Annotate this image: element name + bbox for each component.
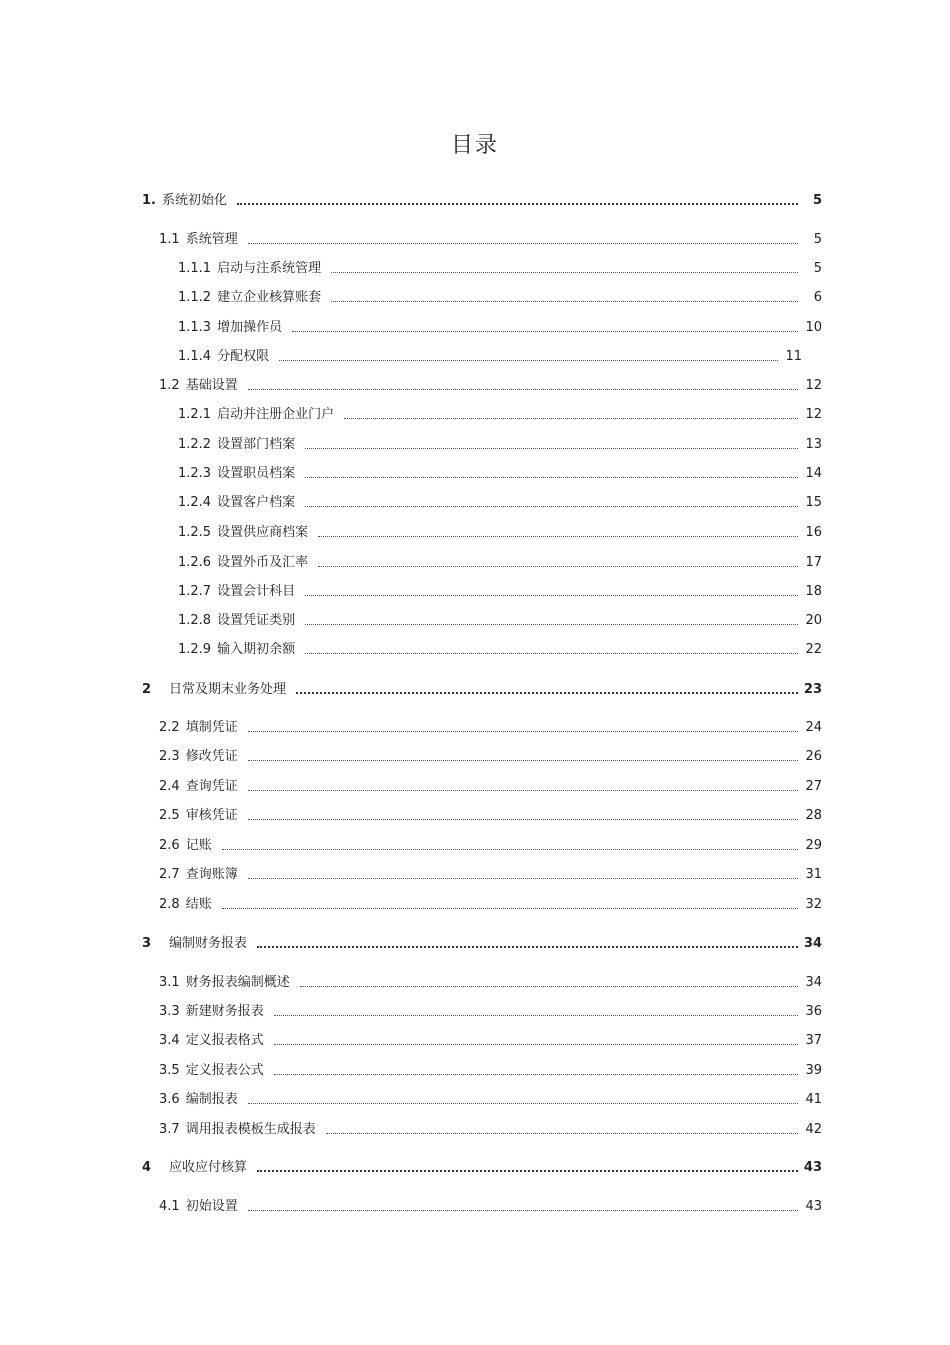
toc-entry-page: 43 [805, 1199, 822, 1214]
toc-entry-title: 增加操作员 [217, 320, 283, 335]
toc-entry[interactable] [159, 777, 822, 797]
toc-entry-page: 11 [785, 349, 802, 364]
toc-entry-title: 设置会计科目 [217, 584, 296, 599]
toc-entry-title: 财务报表编制概述 [185, 975, 290, 990]
toc-entry-number: 2.6 [159, 838, 180, 853]
toc-entry-page: 37 [805, 1033, 822, 1048]
toc-entry[interactable] [159, 1002, 822, 1022]
toc-dot-leader [248, 233, 798, 244]
toc-dot-leader [305, 585, 798, 596]
toc-entry-page: 6 [813, 290, 822, 305]
toc-entry[interactable] [159, 230, 822, 250]
toc-dot-leader [305, 643, 798, 654]
toc-entry-number: 1. [142, 193, 156, 208]
toc-dot-leader [318, 556, 798, 567]
toc-entry-number: 1.2.1 [178, 407, 212, 422]
toc-dot-leader [237, 193, 798, 205]
toc-entry-title: 设置凭证类别 [217, 613, 296, 628]
toc-entry[interactable] [178, 553, 822, 573]
toc-dot-leader [257, 936, 798, 948]
toc-entry-page: 24 [805, 720, 822, 735]
toc-entry-title: 查询凭证 [185, 779, 238, 794]
toc-entry-title: 输入期初余额 [217, 642, 296, 657]
toc-entry[interactable] [159, 1090, 822, 1110]
toc-entry-page: 22 [805, 642, 822, 657]
toc-entry-page: 42 [805, 1122, 822, 1137]
toc-entry-number: 3 [142, 936, 152, 951]
toc-dot-leader [279, 350, 778, 361]
toc-entry-number: 1.2.2 [178, 437, 212, 452]
toc-entry-number: 3.3 [159, 1004, 180, 1019]
toc-dot-leader [274, 1064, 798, 1075]
toc-entry-number: 1.1.4 [178, 349, 212, 364]
toc-dot-leader [248, 809, 798, 820]
toc-entry[interactable] [159, 1031, 822, 1051]
toc-entry[interactable] [159, 747, 822, 767]
toc-entry-page: 36 [805, 1004, 822, 1019]
toc-dot-leader [305, 467, 798, 478]
toc-entry-number: 1.2.7 [178, 584, 212, 599]
toc-entry-title: 建立企业核算账套 [217, 290, 322, 305]
toc-entry-number: 2.7 [159, 867, 180, 882]
toc-entry-number: 1.2 [159, 378, 180, 393]
toc-entry-title: 系统管理 [185, 232, 238, 247]
toc-entry-page: 28 [805, 808, 822, 823]
toc-entry-page: 31 [805, 867, 822, 882]
toc-entry-title: 定义报表格式 [185, 1033, 264, 1048]
toc-entry-page: 15 [805, 495, 822, 510]
toc-entry-title: 应收应付核算 [169, 1160, 248, 1175]
toc-dot-leader [257, 1160, 798, 1172]
toc-entry[interactable] [159, 973, 822, 993]
toc-entry-number: 1.2.4 [178, 495, 212, 510]
toc-entry-title: 设置部门档案 [217, 437, 296, 452]
toc-entry[interactable] [159, 1061, 822, 1081]
toc-entry[interactable] [159, 376, 822, 396]
toc-entry-title: 编制财务报表 [169, 936, 248, 951]
toc-dot-leader [296, 682, 798, 694]
toc-entry-page: 5 [813, 232, 822, 247]
toc-entry-number: 3.6 [159, 1092, 180, 1107]
toc-entry-title: 分配权限 [217, 349, 270, 364]
toc-entry-title: 设置职员档案 [217, 466, 296, 481]
toc-entry-page: 18 [805, 584, 822, 599]
toc-entry-page: 17 [805, 555, 822, 570]
toc-entry-page: 20 [805, 613, 822, 628]
toc-entry-number: 1.2.6 [178, 555, 212, 570]
toc-entry-number: 2.3 [159, 749, 180, 764]
toc-entry[interactable] [159, 1120, 822, 1140]
toc-dot-leader [305, 614, 798, 625]
toc-dot-leader [300, 976, 798, 987]
toc-entry-number: 1.1.3 [178, 320, 212, 335]
toc-entry-title: 新建财务报表 [185, 1004, 264, 1019]
toc-entry-title: 查询账簿 [185, 867, 238, 882]
toc-entry-number: 3.1 [159, 975, 180, 990]
toc-entry-number: 1.2.9 [178, 642, 212, 657]
toc-entry-page: 12 [805, 378, 822, 393]
toc-dot-leader [222, 898, 798, 909]
toc-entry-number: 3.7 [159, 1122, 180, 1137]
toc-entry[interactable] [178, 435, 822, 455]
toc-entry-number: 1.2.3 [178, 466, 212, 481]
toc-entry-number: 1.1.2 [178, 290, 212, 305]
toc-entry[interactable] [178, 640, 822, 660]
toc-entry-page: 12 [805, 407, 822, 422]
toc-entry[interactable] [142, 934, 822, 954]
toc-entry[interactable] [178, 288, 822, 308]
toc-entry-title: 记账 [185, 838, 212, 853]
toc-entry-number: 1.2.5 [178, 525, 212, 540]
toc-dot-leader [318, 526, 798, 537]
toc-dot-leader [274, 1034, 798, 1045]
toc-entry-title: 初始设置 [185, 1199, 238, 1214]
toc-entry-page: 5 [813, 261, 822, 276]
toc-entry[interactable] [159, 865, 822, 885]
toc-entry-title: 编制报表 [185, 1092, 238, 1107]
toc-dot-leader [305, 438, 798, 449]
toc-entry-number: 3.5 [159, 1063, 180, 1078]
toc-dot-leader [305, 496, 798, 507]
toc-entry[interactable] [159, 895, 822, 915]
toc-entry-page: 39 [805, 1063, 822, 1078]
toc-entry-number: 2 [142, 682, 152, 697]
toc-entry[interactable] [159, 1197, 822, 1217]
toc-entry[interactable] [142, 680, 822, 700]
toc-dot-leader [248, 721, 798, 732]
toc-entry-number: 2.5 [159, 808, 180, 823]
toc-dot-leader [292, 321, 798, 332]
toc-dot-leader [222, 839, 798, 850]
toc-entry-title: 结账 [185, 897, 212, 912]
toc-entry[interactable] [159, 718, 822, 738]
toc-entry-page: 43 [803, 1160, 822, 1175]
toc-dot-leader [248, 1200, 798, 1211]
toc-dot-leader [331, 291, 798, 302]
toc-entry-page: 41 [805, 1092, 822, 1107]
toc-dot-leader [344, 408, 798, 419]
toc-entry-page: 13 [805, 437, 822, 452]
toc-entry-number: 1.1.1 [178, 261, 212, 276]
toc-dot-leader [331, 262, 798, 273]
toc-entry-title: 修改凭证 [185, 749, 238, 764]
toc-dot-leader [274, 1005, 798, 1016]
toc-entry-page: 34 [803, 936, 822, 951]
toc-entry-page: 10 [805, 320, 822, 335]
toc-entry-title: 定义报表公式 [185, 1063, 264, 1078]
toc-dot-leader [248, 780, 798, 791]
toc-entry-title: 启动并注册企业门户 [217, 407, 335, 422]
toc-entry-title: 设置供应商档案 [217, 525, 309, 540]
toc-entry-number: 2.4 [159, 779, 180, 794]
toc-entry-number: 4.1 [159, 1199, 180, 1214]
toc-entry[interactable] [178, 259, 822, 279]
toc-entry[interactable] [178, 464, 822, 484]
toc-entry-number: 2.2 [159, 720, 180, 735]
toc-entry-title: 审核凭证 [185, 808, 238, 823]
toc-entry-number: 1.1 [159, 232, 180, 247]
toc-entry-page: 5 [812, 193, 822, 208]
toc-entry-number: 1.2.8 [178, 613, 212, 628]
toc-entry[interactable] [178, 611, 822, 631]
toc-entry[interactable] [178, 318, 822, 338]
toc-entry[interactable] [178, 347, 802, 367]
toc-entry-title: 日常及期末业务处理 [169, 682, 287, 697]
toc-entry-number: 2.8 [159, 897, 180, 912]
toc-dot-leader [326, 1123, 798, 1134]
toc-entry-number: 3.4 [159, 1033, 180, 1048]
toc-entry-number: 4 [142, 1160, 152, 1175]
toc-entry-title: 设置外币及汇率 [217, 555, 309, 570]
toc-entry[interactable] [178, 582, 822, 602]
toc-entry-title: 调用报表模板生成报表 [185, 1122, 316, 1137]
toc-entry-title: 基础设置 [185, 378, 238, 393]
toc-dot-leader [248, 868, 798, 879]
toc-entry[interactable] [178, 405, 822, 425]
toc-entry[interactable] [142, 191, 822, 211]
toc-entry-page: 34 [805, 975, 822, 990]
toc-dot-leader [248, 379, 798, 390]
toc-entry-title: 启动与注系统管理 [217, 261, 322, 276]
toc-entry-page: 14 [805, 466, 822, 481]
page-title: 目录 [450, 133, 499, 158]
toc-dot-leader [248, 1093, 798, 1104]
toc-entry[interactable] [178, 493, 822, 513]
toc-entry[interactable] [159, 806, 822, 826]
toc-dot-leader [248, 750, 798, 761]
toc-entry-title: 设置客户档案 [217, 495, 296, 510]
toc-entry-page: 23 [803, 682, 822, 697]
toc-entry-title: 系统初始化 [161, 193, 227, 208]
toc-entry[interactable] [159, 836, 822, 856]
toc-entry-page: 32 [805, 897, 822, 912]
toc-entry-title: 填制凭证 [185, 720, 238, 735]
toc-entry-page: 16 [805, 525, 822, 540]
toc-entry[interactable] [178, 523, 822, 543]
toc-entry[interactable] [142, 1158, 822, 1178]
toc-entry-page: 26 [805, 749, 822, 764]
toc-entry-page: 27 [805, 779, 822, 794]
toc-entry-page: 29 [805, 838, 822, 853]
